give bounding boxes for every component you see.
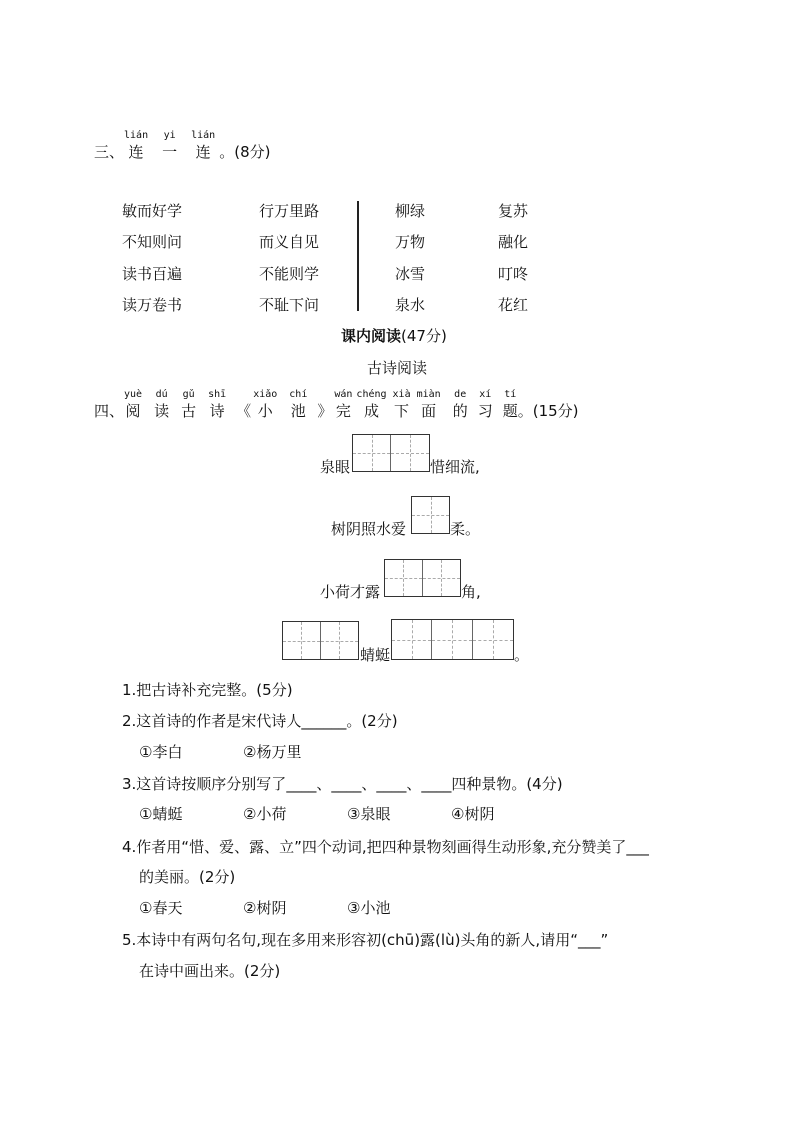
pinyin-char: xià 下 [392, 389, 411, 420]
option[interactable]: ③泉眼 [347, 805, 391, 823]
pinyin-char: shī 诗 [208, 389, 227, 420]
question-4: 4.作者用“惜、爱、露、立”四个动词,把四种景物刻画得生动形象,充分赞美了___ [122, 838, 649, 856]
section3-number: 三、 [94, 143, 125, 161]
question-1: 1.把古诗补充完整。(5分) [122, 681, 293, 699]
word-right-4: 花红 [498, 296, 529, 314]
option[interactable]: ①李白 [139, 743, 183, 761]
word-left-2: 万物 [395, 233, 426, 251]
word-right-3: 叮咚 [498, 265, 529, 283]
question-4-options [139, 897, 390, 919]
idiom-left-1: 敏而好学 [122, 202, 183, 220]
word-left-3: 冰雪 [395, 265, 426, 283]
pinyin-char: lián 连 [124, 130, 149, 161]
pinyin-char: yi 一 [162, 130, 178, 161]
word-right-1: 复苏 [498, 202, 529, 220]
pinyin-char: miàn 面 [416, 389, 441, 420]
pinyin-char: chí 池 [289, 389, 308, 420]
option[interactable]: ①春天 [139, 899, 183, 917]
section3-score: 。(8分) [219, 143, 271, 161]
pinyin-char: chéng 成 [356, 389, 387, 420]
answer-grid-line3[interactable] [384, 559, 461, 597]
poem-line4-mid: 蜻蜓 [360, 646, 391, 664]
idiom-right-3: 不能则学 [259, 265, 320, 283]
reading-title [341, 326, 447, 346]
reading-subtitle: 古诗阅读 [367, 359, 428, 377]
poem-line3-post: 角, [461, 583, 481, 601]
option[interactable]: ②杨万里 [243, 743, 302, 761]
idiom-left-2: 不知则问 [122, 233, 183, 251]
poem-line2-post: 柔。 [450, 520, 481, 538]
answer-grid-line4a[interactable] [282, 621, 359, 660]
reading-title-text: 课内阅读 [341, 327, 402, 345]
poem-line3-pre: 小荷才露 [320, 583, 381, 601]
idiom-right-1: 行万里路 [259, 202, 320, 220]
option[interactable]: ④树阴 [451, 805, 495, 823]
question-5-cont: 在诗中画出来。(2分) [139, 962, 281, 980]
poem-line1-post: 惜细流, [430, 458, 480, 476]
idiom-left-3: 读书百遍 [122, 265, 183, 283]
option[interactable]: ①蜻蜓 [139, 805, 183, 823]
column-divider [357, 201, 359, 311]
idiom-right-4: 不耻下问 [259, 296, 320, 314]
idiom-left-4: 读万卷书 [122, 296, 183, 314]
question-3: 3.这首诗按顺序分别写了____、____、____、____四种景物。(4分) [122, 775, 563, 793]
section4-number: 四、 [94, 402, 125, 420]
pinyin-char: dú 读 [154, 389, 170, 420]
pinyin-char: xí 习 [477, 389, 493, 420]
word-right-2: 融化 [498, 233, 529, 251]
reading-title-score: (47分) [401, 327, 447, 345]
option[interactable]: ③小池 [347, 899, 391, 917]
option[interactable]: ②小荷 [243, 805, 287, 823]
word-left-1: 柳绿 [395, 202, 426, 220]
question-2: 2.这首诗的作者是宋代诗人______。(2分) [122, 712, 398, 730]
pinyin-char: 》 [317, 402, 333, 420]
pinyin-char: xiǎo 小 [253, 389, 278, 420]
poem-line1-pre: 泉眼 [320, 458, 351, 476]
section4-score: 。(15分) [517, 402, 579, 420]
idiom-right-2: 而义自见 [259, 233, 320, 251]
poem-line2-pre: 树阴照水爱 [331, 520, 407, 538]
pinyin-char: lián 连 [191, 130, 216, 161]
question-2-options [139, 741, 301, 763]
answer-grid-line4b[interactable] [391, 619, 514, 660]
pinyin-char: wán 完 [334, 389, 353, 420]
section4-heading [94, 389, 579, 421]
question-4-cont: 的美丽。(2分) [139, 868, 236, 886]
word-left-4: 泉水 [395, 296, 426, 314]
section3-heading [94, 130, 270, 162]
question-3-options [139, 803, 494, 825]
poem-line4-post: 。 [514, 646, 530, 664]
pinyin-char: de 的 [452, 389, 468, 420]
answer-grid-line1[interactable] [352, 434, 430, 472]
pinyin-char: yuè 阅 [124, 389, 143, 420]
pinyin-char: 《 [236, 402, 252, 420]
question-5: 5.本诗中有两句名句,现在多用来形容初(chū)露(lù)头角的新人,请用“___” [122, 931, 609, 949]
pinyin-char: gǔ 古 [181, 389, 197, 420]
pinyin-char: tí 题 [502, 389, 518, 420]
option[interactable]: ②树阴 [243, 899, 287, 917]
answer-grid-line2[interactable] [411, 496, 450, 534]
